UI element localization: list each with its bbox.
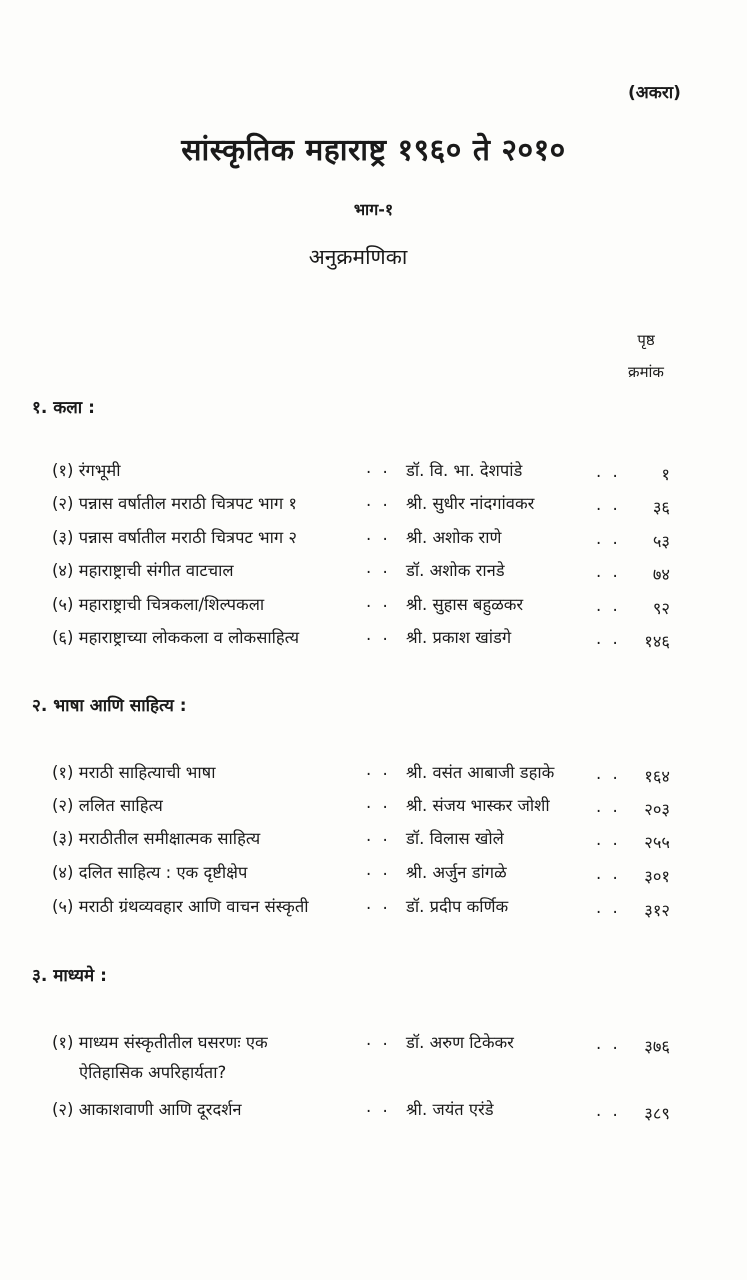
section-heading-language-literature: २. भाषा आणि साहित्य :: [32, 696, 187, 716]
page-column-header-line2: क्रमांक: [628, 363, 664, 381]
entry-author: श्री. जयंत एरंडे: [406, 1100, 494, 1119]
entry-author: डॉ. अशोक रानडे: [406, 561, 505, 580]
entry-author: श्री. अर्जुन डांगळे: [406, 863, 507, 882]
leader-dots: . .: [596, 562, 621, 581]
entry-page: ९२: [652, 599, 670, 618]
leader-dots: . .: [366, 625, 391, 644]
leader-dots: . .: [366, 760, 391, 779]
entry-title-continuation: ऐतिहासिक अपरिहार्यता?: [79, 1063, 227, 1082]
leader-dots: . .: [596, 596, 621, 615]
entry-author: श्री. सुहास बहुळकर: [406, 595, 524, 614]
entry-title: (२) पन्नास वर्षातील मराठी चित्रपट भाग १: [52, 494, 298, 513]
entry-page: ३६: [652, 498, 670, 517]
entry-page: ३१२: [644, 901, 670, 920]
leader-dots: . .: [596, 830, 621, 849]
entry-page: ३७६: [644, 1037, 670, 1056]
leader-dots: . .: [366, 1097, 391, 1116]
toc-entry: [0, 1030, 747, 1092]
entry-title: (४) महाराष्ट्राची संगीत वाटचाल: [52, 561, 234, 580]
section-heading-media: ३. माध्यमे :: [32, 966, 107, 986]
entry-title: (१) मराठी साहित्याची भाषा: [52, 763, 216, 782]
toc-entry: [0, 558, 747, 588]
leader-dots: . .: [596, 898, 621, 917]
leader-dots: . .: [596, 462, 621, 481]
entry-title: (४) दलित साहित्य : एक दृष्टीक्षेप: [52, 863, 248, 882]
entry-title: (१) रंगभूमी: [52, 461, 121, 480]
page-number: (अकरा): [628, 83, 681, 103]
entry-author: डॉ. वि. भा. देशपांडे: [406, 461, 523, 480]
toc-entry: [0, 826, 747, 856]
leader-dots: . .: [596, 764, 621, 783]
entry-page: २०३: [644, 800, 670, 819]
leader-dots: . .: [366, 458, 391, 477]
leader-dots: . .: [366, 826, 391, 845]
leader-dots: . .: [366, 491, 391, 510]
leader-dots: . .: [366, 592, 391, 611]
entry-page: ५३: [652, 532, 670, 551]
entry-title: (३) पन्नास वर्षातील मराठी चित्रपट भाग २: [52, 528, 298, 547]
toc-entry: [0, 625, 747, 655]
leader-dots: . .: [596, 797, 621, 816]
toc-entry: [0, 458, 747, 488]
entry-author: डॉ. अरुण टिकेकर: [406, 1033, 514, 1052]
entry-author: श्री. वसंत आबाजी डहाके: [406, 763, 555, 782]
entry-page: २५५: [644, 833, 670, 852]
entry-author: श्री. प्रकाश खांडगे: [406, 628, 512, 647]
leader-dots: . .: [366, 525, 391, 544]
entry-author: श्री. सुधीर नांदगांवकर: [406, 494, 535, 513]
toc-entry: [0, 894, 747, 924]
entry-page: ३०१: [644, 867, 670, 886]
entry-page: १६४: [644, 767, 670, 786]
book-title: सांस्कृतिक महाराष्ट्र १९६० ते २०१०: [181, 133, 566, 168]
entry-author: श्री. संजय भास्कर जोशी: [406, 796, 550, 815]
toc-entry: [0, 860, 747, 890]
index-heading: अनुक्रमणिका: [308, 245, 408, 269]
entry-title: (३) मराठीतील समीक्षात्मक साहित्य: [52, 829, 261, 848]
entry-page: ७४: [652, 565, 670, 584]
toc-entry: [0, 491, 747, 521]
leader-dots: . .: [596, 1101, 621, 1120]
leader-dots: . .: [596, 529, 621, 548]
section-heading-art: १. कला :: [32, 398, 95, 418]
entry-title: (५) मराठी ग्रंथव्यवहार आणि वाचन संस्कृती: [52, 897, 309, 916]
leader-dots: . .: [366, 1030, 391, 1049]
part-label: भाग-१: [353, 200, 394, 219]
entry-author: डॉ. प्रदीप कर्णिक: [406, 897, 509, 916]
toc-entry: [0, 525, 747, 555]
entry-page: १४६: [644, 632, 670, 651]
entry-title: (५) महाराष्ट्राची चित्रकला/शिल्पकला: [52, 595, 265, 614]
entry-page: ३८९: [644, 1104, 670, 1123]
toc-entry: [0, 760, 747, 790]
entry-author: श्री. अशोक राणे: [406, 528, 502, 547]
leader-dots: . .: [596, 864, 621, 883]
toc-entry: [0, 1097, 747, 1127]
entry-title: (२) ललित साहित्य: [52, 796, 163, 815]
leader-dots: . .: [366, 860, 391, 879]
page-column-header-line1: पृष्ठ: [637, 331, 655, 349]
entry-title: (६) महाराष्ट्राच्या लोककला व लोकसाहित्य: [52, 628, 300, 647]
toc-entry: [0, 592, 747, 622]
leader-dots: . .: [366, 894, 391, 913]
leader-dots: . .: [596, 1034, 621, 1053]
leader-dots: . .: [366, 558, 391, 577]
leader-dots: . .: [596, 495, 621, 514]
leader-dots: . .: [596, 629, 621, 648]
entry-author: डॉ. विलास खोले: [406, 829, 504, 848]
entry-title: (१) माध्यम संस्कृतीतील घसरणः एक: [52, 1033, 268, 1052]
leader-dots: . .: [366, 793, 391, 812]
entry-title: (२) आकाशवाणी आणि दूरदर्शन: [52, 1100, 242, 1119]
entry-page: १: [661, 465, 670, 484]
toc-entry: [0, 793, 747, 823]
